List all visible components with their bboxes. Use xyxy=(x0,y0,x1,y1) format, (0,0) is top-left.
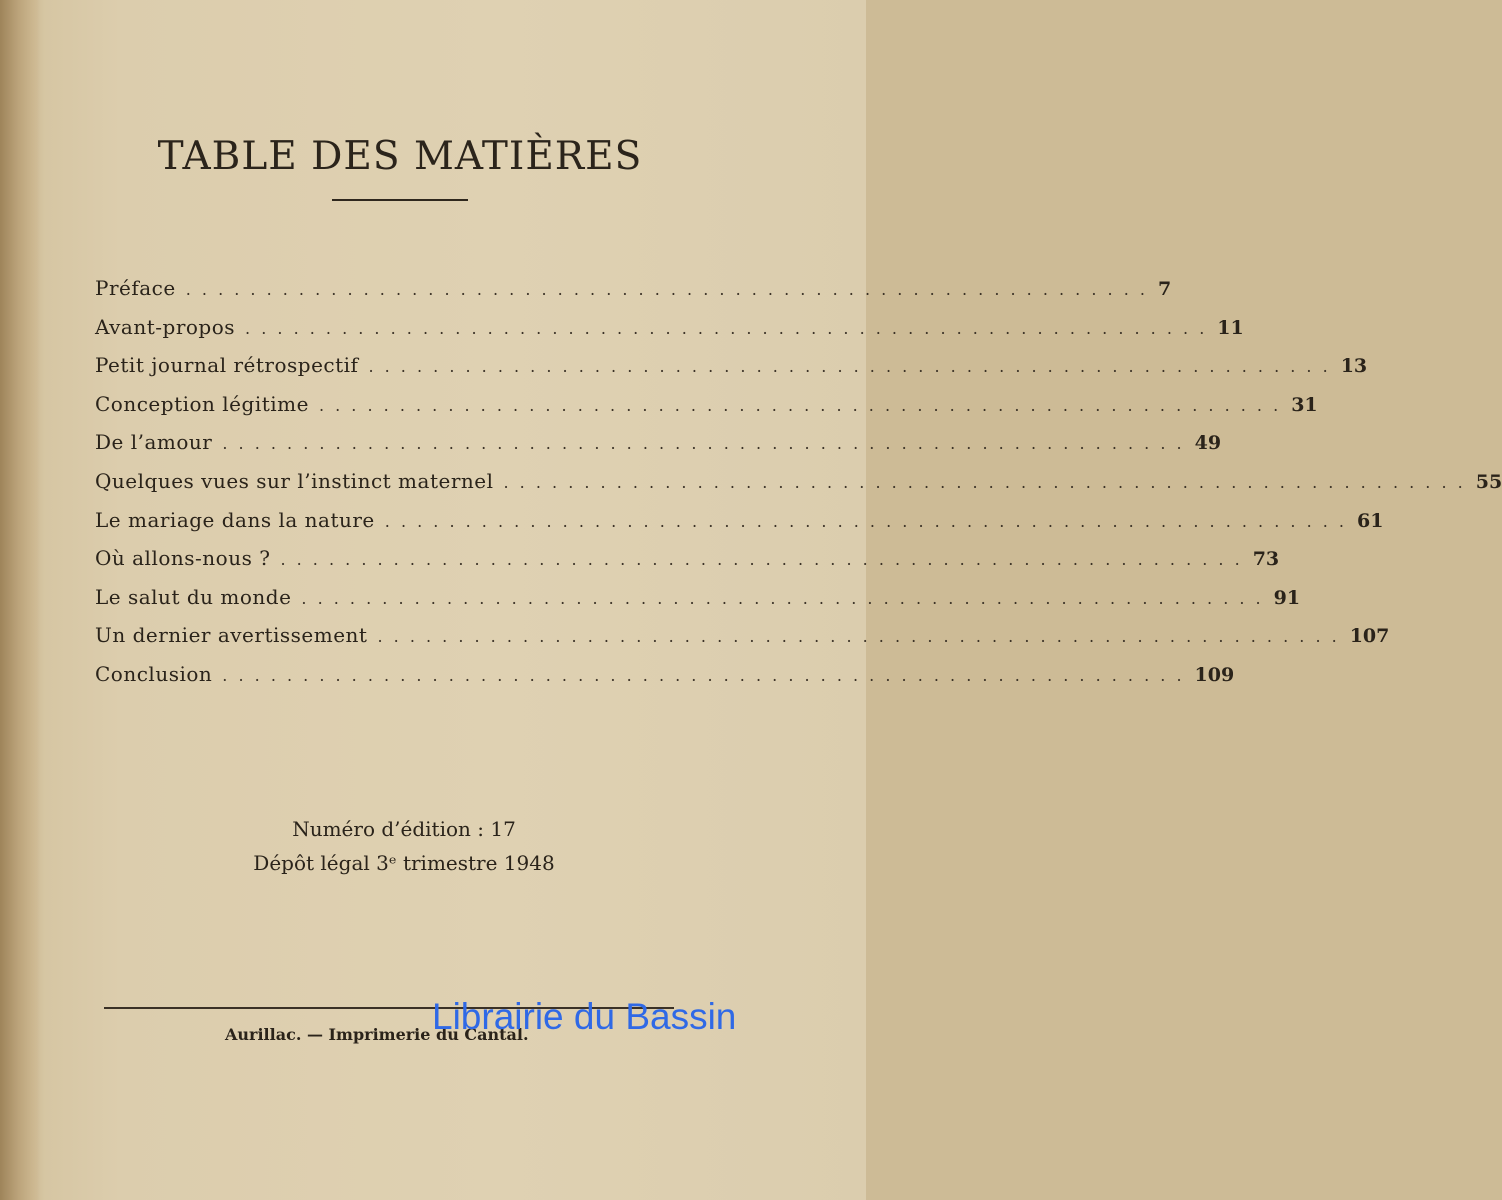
toc-row xyxy=(95,507,1384,547)
toc-row xyxy=(95,276,1172,315)
toc-label: Le salut du monde xyxy=(95,584,292,609)
toc-dot-leader: . . . . . . . . . . . . . . . . . . . . . . . . . . . . . . . . . . . . . . . . . . . . . . . . . . . . . . . . . . . . xyxy=(222,665,1185,685)
toc-label: Petit journal rétrospectif xyxy=(95,353,359,378)
toc-label: Conception légitime xyxy=(95,391,309,416)
toc-dot-leader: . . . . . . . . . . . . . . . . . . . . . . . . . . . . . . . . . . . . . . . . . . . . . . . . . . . . . . . . . . . . xyxy=(384,511,1347,531)
toc-page-number: 91 xyxy=(1273,586,1301,609)
toc-dot-leader: . . . . . . . . . . . . . . . . . . . . . . . . . . . . . . . . . . . . . . . . . . . . . . . . . . . . . . . . . . . . xyxy=(222,434,1185,454)
toc-page-number: 61 xyxy=(1357,509,1384,532)
toc-dot-leader: . . . . . . . . . . . . . . . . . . . . . . . . . . . . . . . . . . . . . . . . . . . . . . . . . . . . . . . . . . . . xyxy=(318,395,1282,415)
toc-page-number: 7 xyxy=(1157,278,1172,300)
toc-page-number: 73 xyxy=(1252,548,1280,571)
toc-label: Le mariage dans la nature xyxy=(95,507,375,532)
toc-page-number: 55 xyxy=(1475,470,1502,493)
toc-dot-leader: . . . . . . . . . . . . . . . . . . . . . . . . . . . . . . . . . . . . . . . . . . . . . . . . . . . . . . . . . . . . xyxy=(377,627,1340,647)
edition-info xyxy=(0,812,808,880)
toc-row xyxy=(95,314,1244,354)
page-title: TABLE DES MATIÈRES xyxy=(157,134,643,179)
toc-dot-leader: . . . . . . . . . . . . . . . . . . . . . . . . . . . . . . . . . . . . . . . . . . . . . . . . . . . . . . . . . . . . xyxy=(280,550,1243,570)
toc-row xyxy=(95,661,1235,701)
toc-dot-leader: . . . . . . . . . . . . . . . . . . . . . . . . . . . . . . . . . . . . . . . . . . . . . . . . . . . . . . . . . . . . xyxy=(368,357,1331,377)
toc-row xyxy=(95,468,1502,508)
toc-row xyxy=(95,353,1368,392)
toc-row xyxy=(95,584,1301,624)
toc-dot-leader: . . . . . . . . . . . . . . . . . . . . . . . . . . . . . . . . . . . . . . . . . . . . . . . . . . . . . . . . . . . . xyxy=(185,280,1148,299)
toc-label: Avant-propos xyxy=(95,314,236,339)
toc-row xyxy=(95,546,1280,585)
edition-number: Numéro d’édition : 17 xyxy=(292,817,516,841)
toc-row xyxy=(95,430,1222,469)
toc-page-number: 107 xyxy=(1349,625,1390,648)
toc-label: Où allons-nous ? xyxy=(95,546,271,571)
toc-label: De l’amour xyxy=(95,430,213,455)
toc-label: Un dernier avertissement xyxy=(95,623,368,648)
toc-page-number: 13 xyxy=(1340,355,1368,378)
toc-dot-leader: . . . . . . . . . . . . . . . . . . . . . . . . . . . . . . . . . . . . . . . . . . . . . . . . . . . . . . . . . . . . xyxy=(301,588,1264,608)
bookseller-watermark: Librairie du Bassin xyxy=(432,996,737,1037)
legal-deposit: Dépôt légal 3ᵉ trimestre 1948 xyxy=(253,851,555,875)
toc-dot-leader: . . . . . . . . . . . . . . . . . . . . . . . . . . . . . . . . . . . . . . . . . . . . . . . . . . . . . . . . . . . . xyxy=(245,318,1208,338)
toc-label: Quelques vues sur l’instinct maternel xyxy=(95,468,494,493)
printer-imprint: Aurillac. — Imprimerie du Cantal. xyxy=(225,1025,529,1044)
book-gutter xyxy=(0,0,40,1200)
table-of-contents xyxy=(95,276,1502,701)
toc-label: Conclusion xyxy=(95,661,213,686)
toc-label: Préface xyxy=(95,276,176,300)
title-underline xyxy=(332,199,468,201)
toc-page-number: 31 xyxy=(1291,393,1318,416)
toc-page-number: 49 xyxy=(1194,432,1222,455)
toc-page-number: 11 xyxy=(1217,316,1244,339)
toc-page-number: 109 xyxy=(1194,663,1235,686)
toc-row xyxy=(95,623,1390,662)
toc-row xyxy=(95,391,1318,431)
toc-dot-leader: . . . . . . . . . . . . . . . . . . . . . . . . . . . . . . . . . . . . . . . . . . . . . . . . . . . . . . . . . . . . xyxy=(503,472,1466,492)
